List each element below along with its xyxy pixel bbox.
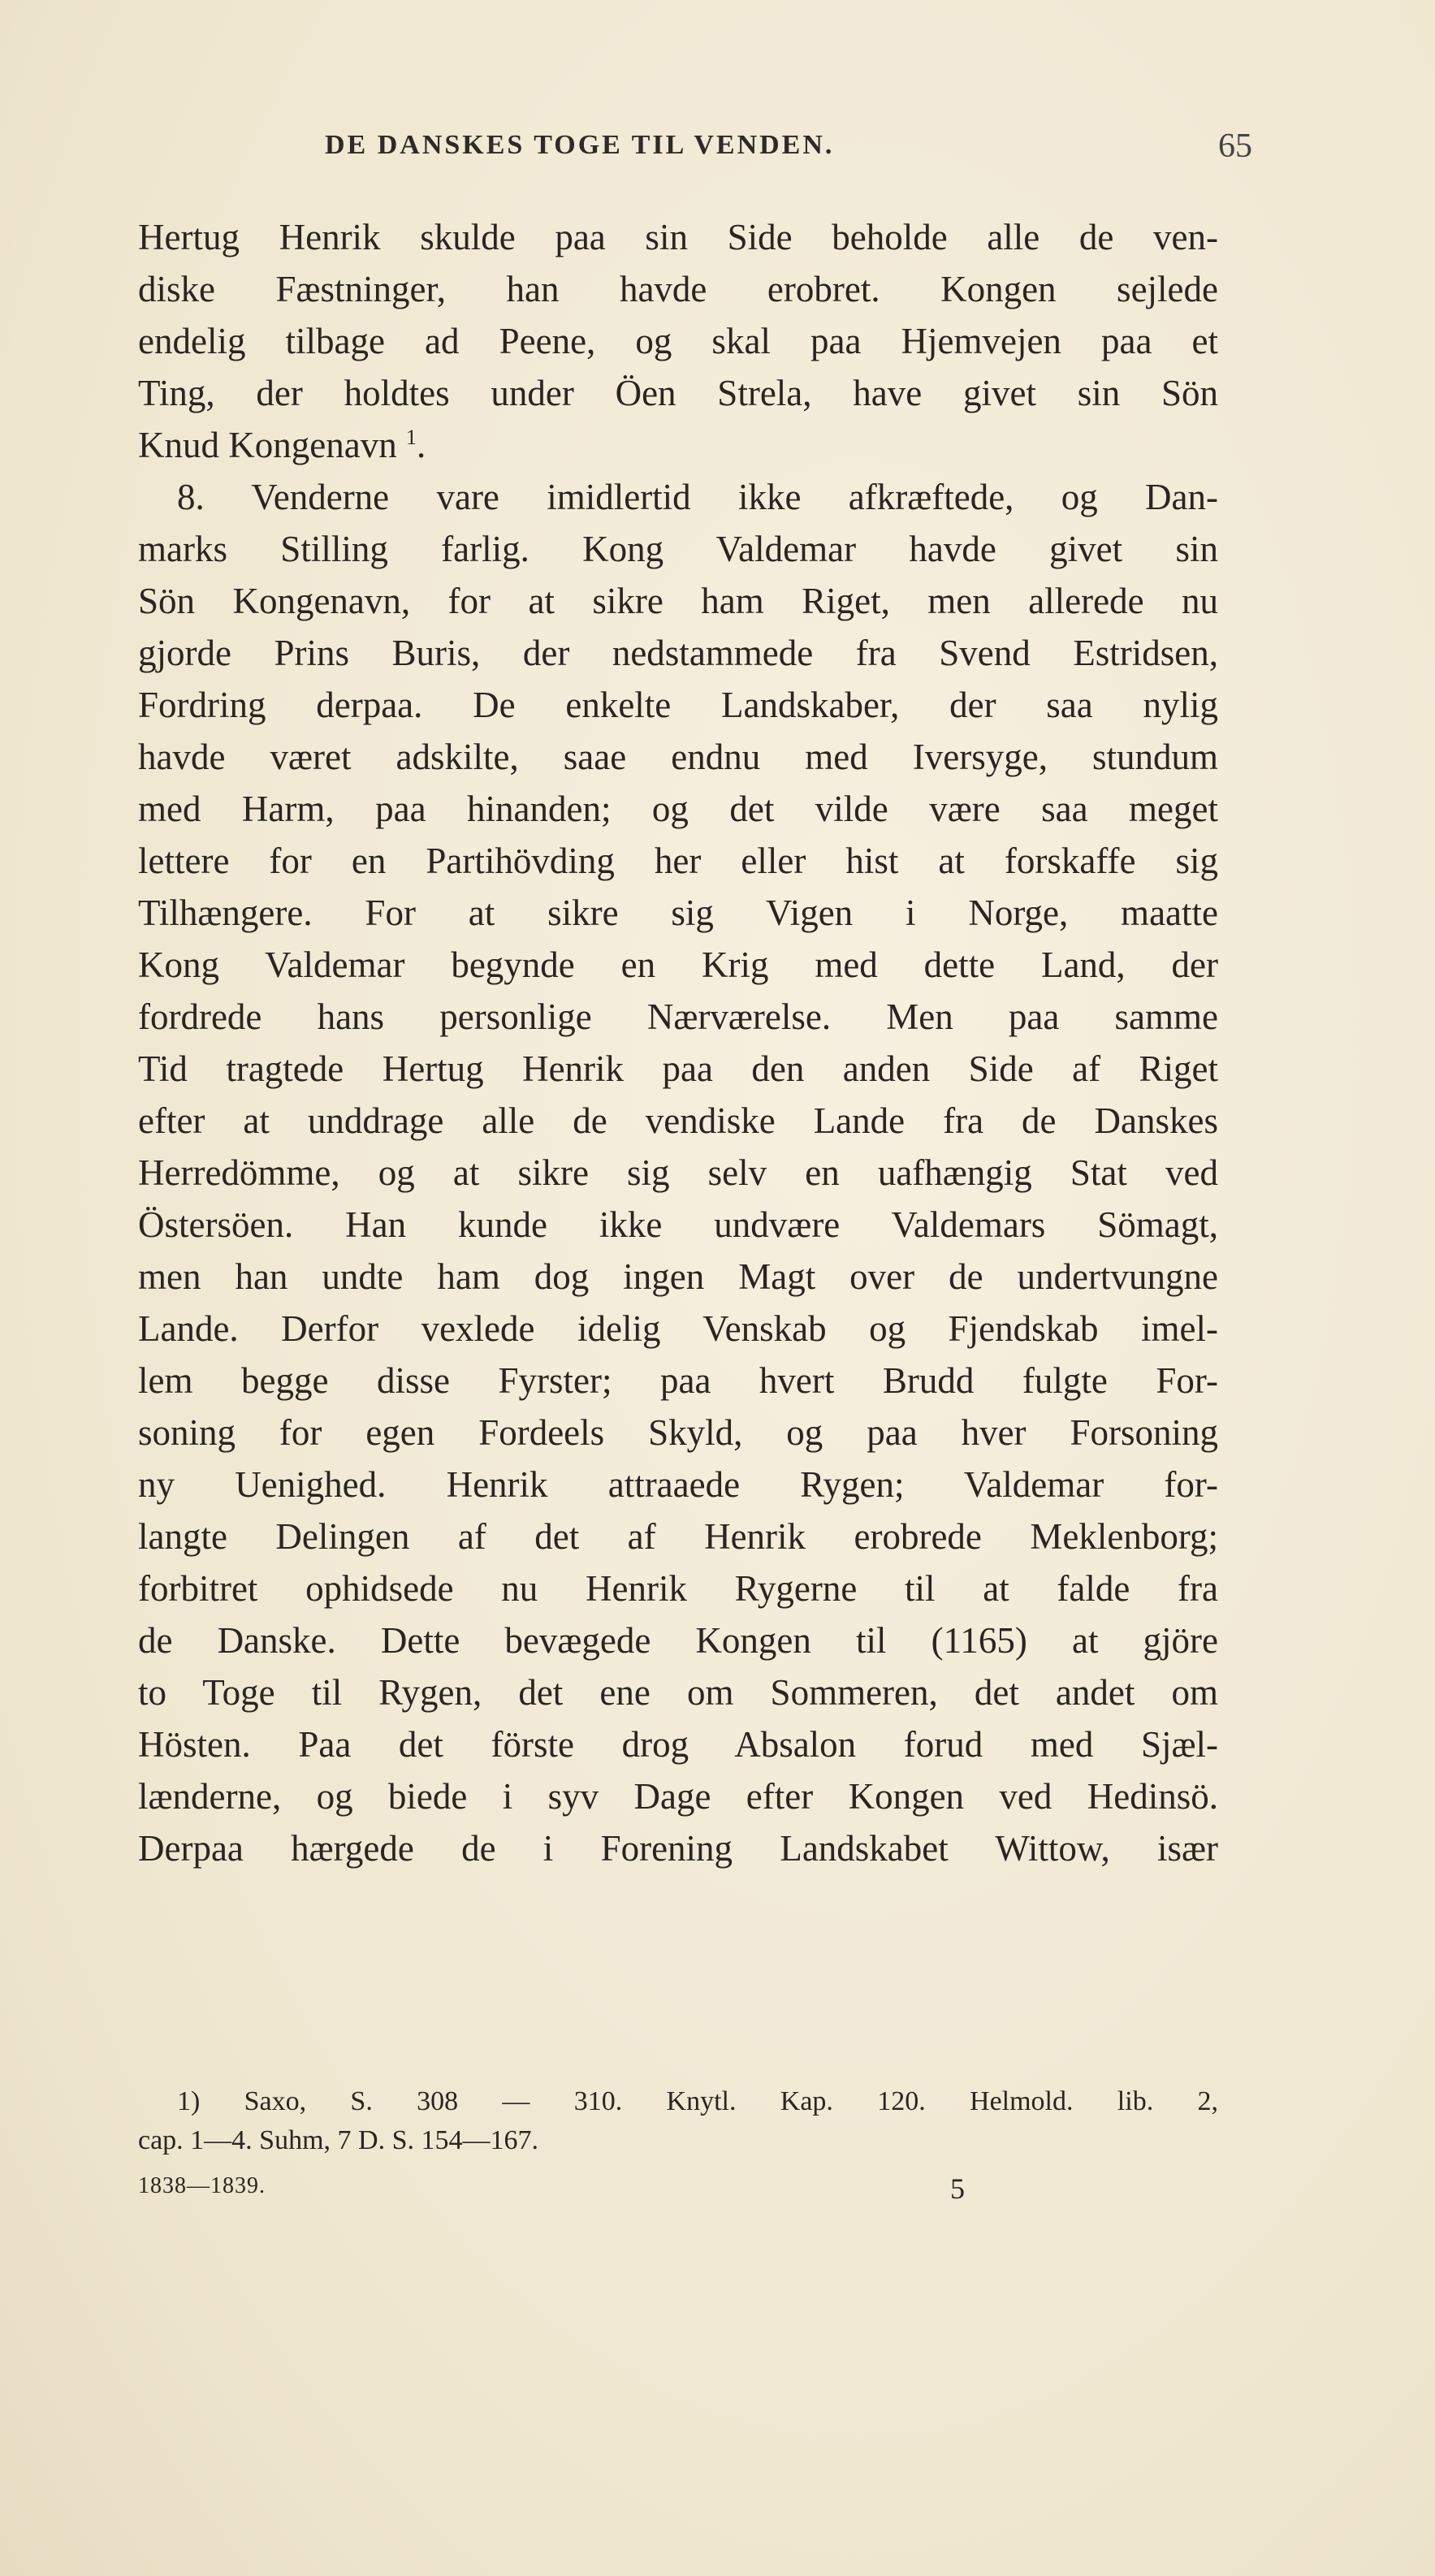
- text-line: endelig tilbage ad Peene, og skal paa Hjemvejen paa et: [138, 321, 1218, 361]
- text-line: Kong Valdemar begynde en Krig med dette Land, der: [138, 944, 1218, 985]
- text-line: med Harm, paa hinanden; og det vilde være saa meget: [138, 789, 1218, 829]
- footnote-ref-suffix: .: [416, 425, 426, 465]
- text-line: men han undte ham dog ingen Magt over de undertvungne: [138, 1256, 1218, 1297]
- text-line: marks Stilling farlig. Kong Valdemar havde givet sin: [138, 529, 1218, 569]
- footnote-line: 1) Saxo, S. 308 — 310. Knytl. Kap. 120. Helmold. lib. 2,: [177, 2086, 1218, 2116]
- text-line: Derpaa hærgede de i Forening Landskabet Wittow, især: [138, 1828, 1218, 1869]
- running-head: DE DANSKES TOGE TIL VENDEN.: [325, 130, 835, 160]
- text-line: lem begge disse Fyrster; paa hvert Brudd fulgte For-: [138, 1360, 1218, 1401]
- text-line: langte Delingen af det af Henrik erobrede Meklenborg;: [138, 1516, 1218, 1557]
- text-line: havde været adskilte, saae endnu med Iversyge, stundum: [138, 737, 1218, 777]
- text-line: gjorde Prins Buris, der nedstammede fra Svend Estridsen,: [138, 633, 1218, 673]
- text-line-content: Knud Kongenavn: [138, 425, 397, 465]
- signature-row: [138, 2173, 1218, 2214]
- page-header: [0, 130, 1435, 179]
- body-text: [138, 211, 1218, 1874]
- text-line: to Toge til Rygen, det ene om Sommeren, det andet om: [138, 1672, 1218, 1713]
- text-line: forbitret ophidsede nu Henrik Rygerne til at falde fra: [138, 1568, 1218, 1609]
- footnote-reference[interactable]: 1: [405, 426, 417, 449]
- text-line: diske Fæstninger, han havde erobret. Kongen sejlede: [138, 269, 1218, 309]
- text-line: ny Uenighed. Henrik attraaede Rygen; Valdemar for-: [138, 1464, 1218, 1505]
- text-line: Tilhængere. For at sikre sig Vigen i Norge, maatte: [138, 893, 1218, 933]
- text-line: Sön Kongenavn, for at sikre ham Riget, men allerede nu: [138, 581, 1218, 621]
- text-line: [138, 419, 1218, 471]
- paragraph-start-line: 8. Venderne vare imidlertid ikke afkræftede, og Dan-: [177, 477, 1218, 517]
- text-line: Tid tragtede Hertug Henrik paa den anden Side af Riget: [138, 1048, 1218, 1089]
- text-line: Fordring derpaa. De enkelte Landskaber, der saa nylig: [138, 685, 1218, 725]
- text-line: Östersöen. Han kunde ikke undvære Valdemars Sömagt,: [138, 1204, 1218, 1245]
- text-line: Lande. Derfor vexlede idelig Venskab og Fjendskab imel-: [138, 1308, 1218, 1349]
- text-line: efter at unddrage alle de vendiske Lande fra de Danskes: [138, 1100, 1218, 1141]
- text-line: de Danske. Dette bevægede Kongen til (1165) at gjöre: [138, 1620, 1218, 1661]
- footnotes: [138, 2082, 1218, 2160]
- text-line: fordrede hans personlige Nærværelse. Men paa samme: [138, 996, 1218, 1037]
- text-line: Ting, der holdtes under Öen Strela, have givet sin Sön: [138, 373, 1218, 413]
- text-line: lettere for en Partihövding her eller hist at forskaffe sig: [138, 841, 1218, 881]
- text-line: soning for egen Fordeels Skyld, og paa hver Forsoning: [138, 1412, 1218, 1453]
- signature-mark: 1838—1839.: [138, 2173, 266, 2198]
- text-line: lænderne, og biede i syv Dage efter Kongen ved Hedinsö.: [138, 1776, 1218, 1817]
- text-line: Hösten. Paa det förste drog Absalon forud med Sjæl-: [138, 1724, 1218, 1765]
- text-line: Hertug Henrik skulde paa sin Side beholde alle de ven-: [138, 217, 1218, 257]
- text-line: Herredömme, og at sikre sig selv en uafhængig Stat ved: [138, 1152, 1218, 1193]
- footnote-line: cap. 1—4. Suhm, 7 D. S. 154—167.: [138, 2125, 538, 2155]
- page-number: 65: [1218, 128, 1252, 165]
- signature-number: 5: [950, 2172, 965, 2205]
